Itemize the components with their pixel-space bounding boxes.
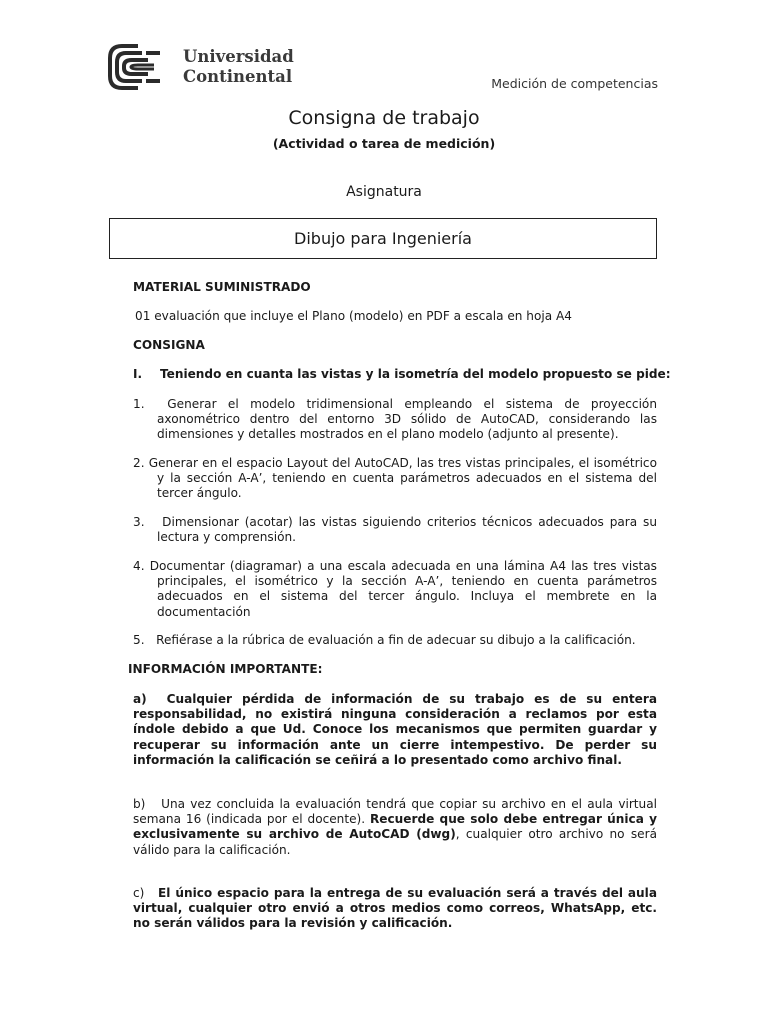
item-label: b) — [133, 797, 146, 811]
university-logo-icon — [108, 44, 172, 90]
item-number: 4. — [133, 559, 145, 573]
consigna-heading: CONSIGNA — [133, 338, 205, 352]
item-text: Dimensionar (acotar) las vistas siguiendo criterios técnicos adecuados para su lectura y comprensión. — [157, 515, 657, 545]
item-text: Generar el modelo tridimensional empleando el sistema de proyección axonométrico dentro del entorno 3D sólido de AutoCAD, considerando las dimensiones y detalles mostrados en el plano modelo (adjunto al presente). — [157, 397, 657, 442]
asignatura-label: Asignatura — [346, 184, 422, 200]
course-name-box — [109, 218, 657, 259]
info-heading: INFORMACIÓN IMPORTANTE: — [128, 662, 323, 676]
page-subtitle: (Actividad o tarea de medición) — [272, 136, 496, 151]
consigna-section-title: Teniendo en cuanta las vistas y la isometría del modelo propuesto se pide: — [160, 367, 671, 381]
info-item-a — [133, 692, 657, 768]
material-text: 01 evaluación que incluye el Plano (modelo) en PDF a escala en hoja A4 — [135, 309, 572, 323]
item-bold-text: Recuerde que solo debe entregar única y exclusivamente su archivo de AutoCAD (dwg) — [133, 812, 657, 842]
item-number: 1. — [133, 397, 145, 411]
item-number: 5. — [133, 633, 145, 647]
header-subtitle: Medición de competencias — [491, 76, 658, 91]
page-title: Consigna de trabajo — [288, 107, 480, 129]
consigna-section-number: I. — [133, 367, 143, 381]
consigna-item-5 — [133, 633, 663, 648]
consigna-item-4 — [133, 559, 657, 620]
info-item-b — [133, 797, 657, 858]
item-label: c) — [133, 886, 145, 900]
university-name — [183, 47, 294, 87]
consigna-item-2 — [133, 456, 657, 502]
university-name-line1: Universidad — [183, 47, 294, 66]
consigna-item-3 — [133, 515, 657, 545]
item-text: Refiérase a la rúbrica de evaluación a fin de adecuar su dibujo a la calificación. — [156, 633, 636, 647]
item-number: 3. — [133, 515, 145, 529]
course-name: Dibujo para Ingeniería — [294, 229, 472, 248]
item-text: Cualquier pérdida de información de su trabajo es de su entera responsabilidad, no existirá ninguna consideración a reclamos por esta índole debido a que Ud. Conoce los mecanismos que permiten guardar y recuperar su información ante un cierre intempestivo. De perder su información la calificación se ceñirá a lo presentado como archivo final. — [133, 692, 657, 767]
item-text-end: , cualquier otro archivo no será válido para la calificación. — [133, 827, 657, 857]
item-number: 2. — [133, 456, 145, 470]
university-name-line2: Continental — [183, 67, 293, 86]
item-text: Documentar (diagramar) a una escala adecuada en una lámina A4 las tres vistas principales, el isométrico y la sección A-A’, teniendo en cuenta parámetros adecuados en el sistema del tercer ángulo. Incluya el membrete en la documentación — [149, 559, 657, 619]
consigna-item-1 — [133, 397, 657, 443]
info-item-c — [133, 886, 657, 932]
item-text: El único espacio para la entrega de su evaluación será a través del aula virtual, cualquier otro envió a otros medios como correos, WhatsApp, etc. no serán válidos para la revisión y calificación. — [133, 886, 657, 931]
item-label: a) — [133, 692, 147, 706]
material-heading: MATERIAL SUMINISTRADO — [133, 280, 311, 294]
item-text: Generar en el espacio Layout del AutoCAD, las tres vistas principales, el isométrico y la sección A-A’, teniendo en cuenta parámetros adecuados en el sistema del tercer ángulo. — [148, 456, 657, 501]
item-text: Una vez concluida la evaluación tendrá que copiar su archivo en el aula virtual semana 16 (indicada por el docente). — [133, 797, 657, 827]
